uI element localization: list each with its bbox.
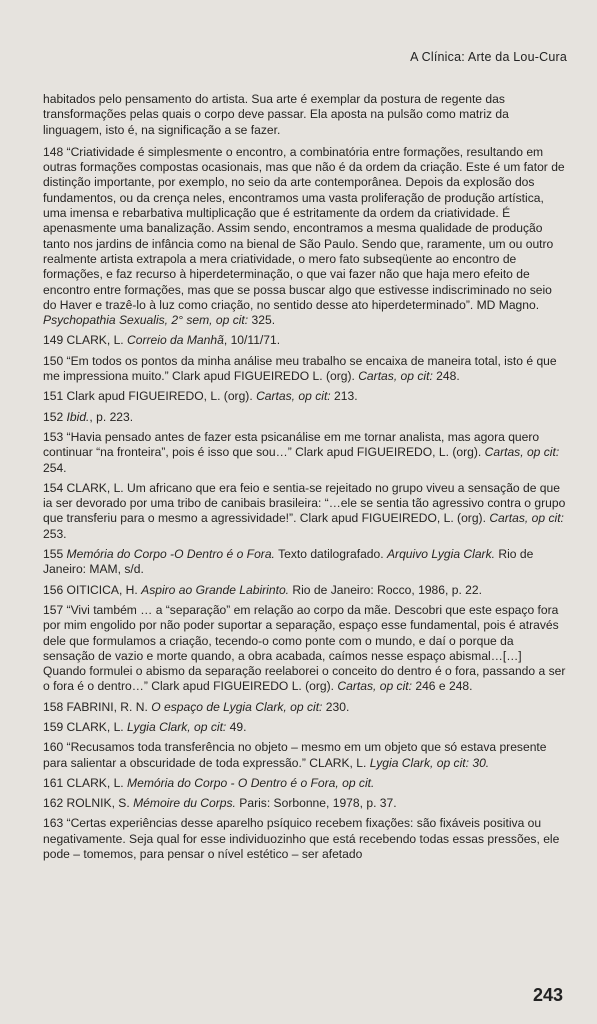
- footnote: 160 “Recusamos toda transferência no objeto – mesmo em um objeto que só estava presente para salientar a obscuridade de toda expressão.” CLARK, L. Lygia Clark, op cit: 30.: [43, 740, 547, 770]
- footnote: 157 “Vivi também … a “separação” em relação ao corpo da mãe. Descobri que este espaço fora por mim engolido por não poder suportar a separação, espaço esse fundamental, pois é através dele que formulamos a criação, tecendo-o como ponte com o mundo, e daí o porque da sensação de vazio e morte quando, a obra acabada, caímos nesse espaço abismal…[…] Quando formulei o abismo da separação reelaborei o conceito do dentro é o fora, passando a ser o fora é o dentro…” Clark apud FIGUEIREDO L. (org). Cartas, op cit: 246 e 248.: [43, 602, 566, 694]
- footnote: 155 Memória do Corpo -O Dentro é o Fora. Texto datilografado. Arquivo Lygia Clark. Rio de Janeiro: MAM, s/d.: [43, 547, 534, 577]
- footnote: 151 Clark apud FIGUEIREDO, L. (org). Cartas, op cit: 213.: [43, 389, 358, 404]
- footnote: 156 OITICICA, H. Aspiro ao Grande Labirinto. Rio de Janeiro: Rocco, 1986, p. 22.: [43, 582, 482, 597]
- footnote: 148 “Criatividade é simplesmente o encontro, a combinatória entre formações, resultando em outras formações compostas ocasionais, mas que não é da ordem da criação. Este é um fator de distinção importante, por exemplo, no seio da arte contemporânea. Depois da explosão dos fundamentos, ou da crença neles, encontramos uma vasta proliferação de produção artística, uma imensa e rebarbativa multiplicação que é estritamente da ordem da criatividade. É apenasmente uma banalização. Assim sendo, encontramos a mesma qualidade de produção tanto nos jardins de infância como na bienal de São Paulo. Sendo que, raramente, um ou outro realmente artista extrapola a mera criatividade, o mero fato subseqüente ao encontro de formações, e faz recurso à hiperdeterminação, o que vai fazer não que haja mero efeito de encontro entre formações, mas que se possa buscar algo que estivesse indiscriminado no seio do Haver e trazê-lo à luz como criação, no sentido desse ato hiperdeterminado”. MD Magno. Psychopathia Sexualis, 2° sem, op cit: 325.: [43, 144, 565, 328]
- page-number: 243: [532, 985, 563, 1005]
- footnote: 150 “Em todos os pontos da minha análise meu trabalho se encaixa de maneira total, isto é que me impressiona muito.” Clark apud FIGUEIREDO L. (org). Cartas, op cit: 248.: [43, 353, 557, 384]
- footnote: 159 CLARK, L. Lygia Clark, op cit: 49.: [43, 719, 247, 734]
- footnote: 154 CLARK, L. Um africano que era feio e sentia-se rejeitado no grupo viveu a sensação de que ia ser devorado por uma tribo de canibais brasileira: “…ele se sentia tão agressivo contra o grupo que transferiu para o mesmo a agressividade!”. Clark apud FIGUEIREDO, L. (org). Cartas, op cit: 253.: [43, 480, 566, 541]
- footnote: 149 CLARK, L. Correio da Manhã, 10/11/71.: [43, 333, 281, 348]
- footnote: 158 FABRINI, R. N. O espaço de Lygia Clark, op cit: 230.: [43, 699, 350, 714]
- continued-paragraph: habitados pelo pensamento do artista. Sua arte é exemplar da postura de regente das transformações pelas quais o corpo deve passar. Ela aposta na pulsão como matriz da linguagem, isto é, na significação a se fazer.: [43, 92, 509, 137]
- running-header: A Clínica: Arte da Lou-Cura: [410, 50, 567, 64]
- footnote: 161 CLARK, L. Memória do Corpo - O Dentro é o Fora, op cit.: [43, 775, 375, 790]
- footnote: 162 ROLNIK, S. Mémoire du Corps. Paris: Sorbonne, 1978, p. 37.: [43, 796, 397, 811]
- footnotes-list: [43, 92, 566, 867]
- footnote: 153 “Havia pensado antes de fazer esta psicanálise em me tornar analista, mas agora quero continuar “na fronteira”, pois é isso que sou…” Clark apud FIGUEIREDO, L. (org). Cartas, op cit: 254.: [43, 429, 560, 475]
- footnote: 152 Ibid., p. 223.: [43, 409, 134, 424]
- footnote: 163 “Certas experiências desse aparelho psíquico recebem fixações: são fixáveis positiva ou negativamente. Seja qual for esse individuozinho que está recebendo todas essas pressões, ele pode – tomemos, para pensar o nível estético – ser afetado: [43, 816, 560, 862]
